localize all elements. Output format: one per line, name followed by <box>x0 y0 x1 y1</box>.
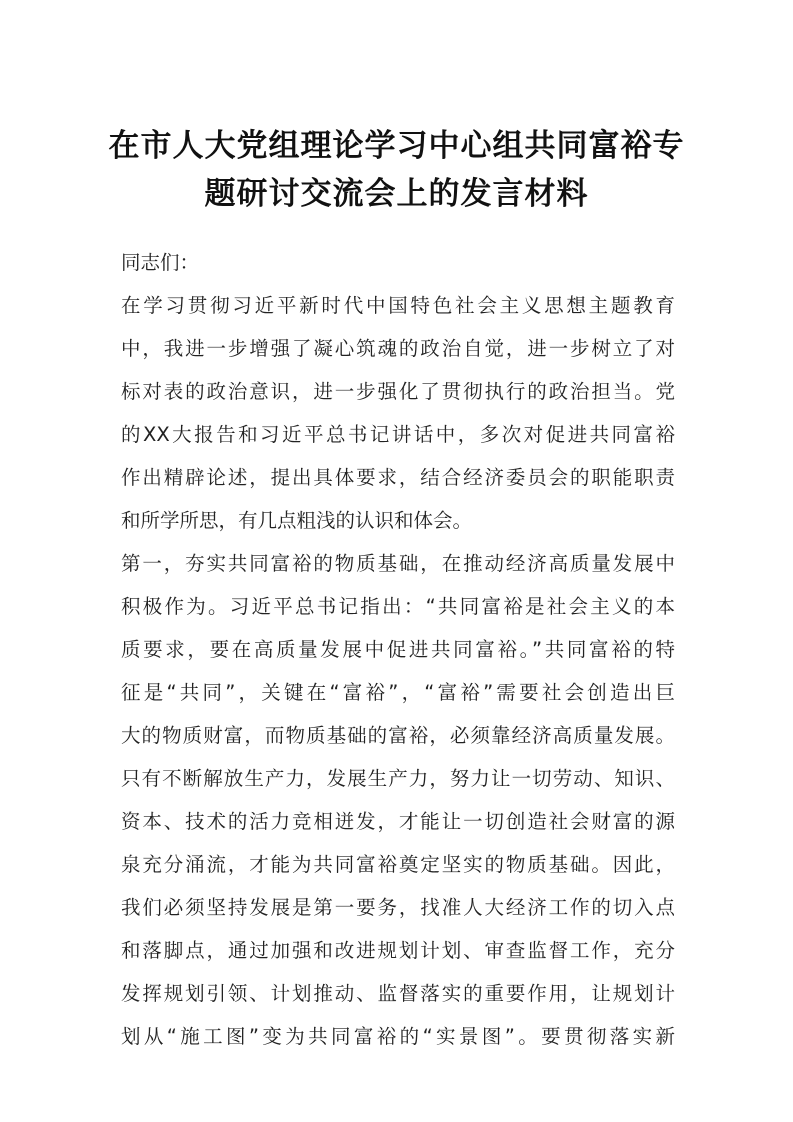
body-line: 资本、技术的活力竞相迸发，才能让一切创造社会财富的源 <box>121 810 675 833</box>
body-line: 我们必须坚持发展是第一要务，找准人大经济工作的切入点 <box>121 896 675 919</box>
body-line: 作出精辟论述，提出具体要求，结合经济委员会的职能职责 <box>121 466 675 489</box>
document-title-line-2: 题研讨交流会上的发言材料 <box>204 176 589 212</box>
body-line: 质要求，要在高质量发展中促进共同富裕。”共同富裕的特 <box>121 638 675 661</box>
body-line: 的XX大报告和习近平总书记讲话中，多次对促进共同富裕 <box>121 423 675 446</box>
body-line: 和所学所思，有几点粗浅的认识和体会。 <box>121 509 473 532</box>
document-title-line-1: 在市人大党组理论学习中心组共同富裕专 <box>108 128 685 164</box>
body-line: 和落脚点，通过加强和改进规划计划、审查监督工作，充分 <box>121 939 675 962</box>
body-line: 只有不断解放生产力，发展生产力，努力让一切劳动、知识、 <box>121 767 675 790</box>
body-line: 在学习贯彻习近平新时代中国特色社会主义思想主题教育 <box>121 294 675 317</box>
body-line: 积极作为。习近平总书记指出：“共同富裕是社会主义的本 <box>121 595 675 618</box>
salutation: 同志们： <box>121 251 200 274</box>
body-line: 划从“施工图”变为共同富裕的“实景图”。要贯彻落实新 <box>121 1025 675 1048</box>
body-line: 大的物质财富，而物质基础的富裕，必须靠经济高质量发展。 <box>121 724 675 747</box>
body-line: 发挥规划引领、计划推动、监督落实的重要作用，让规划计 <box>121 982 675 1005</box>
body-line: 标对表的政治意识，进一步强化了贯彻执行的政治担当。党 <box>121 380 675 403</box>
body-line: 第一，夯实共同富裕的物质基础，在推动经济高质量发展中 <box>121 552 675 575</box>
body-line: 征是“共同”，关键在“富裕”，“富裕”需要社会创造出巨 <box>121 681 675 704</box>
body-line: 泉充分涌流，才能为共同富裕奠定坚实的物质基础。因此， <box>121 853 675 876</box>
body-line: 中，我进一步增强了凝心筑魂的政治自觉，进一步树立了对 <box>121 337 675 360</box>
